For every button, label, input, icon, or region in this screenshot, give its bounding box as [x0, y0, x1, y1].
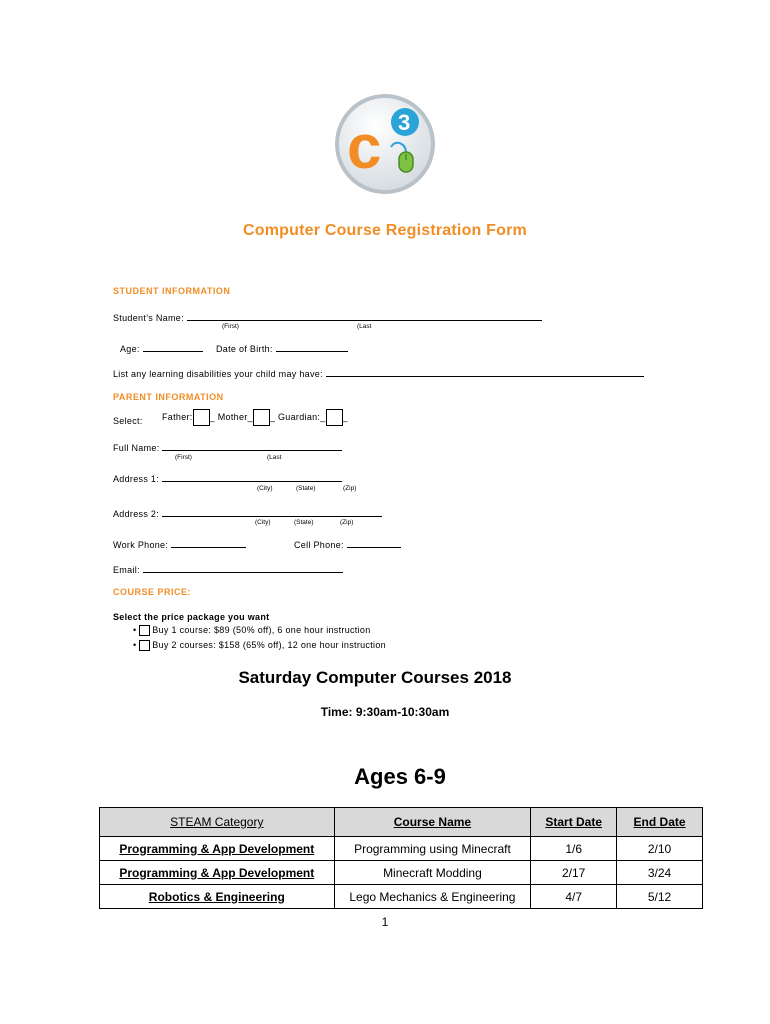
father-label: Father: — [162, 411, 193, 422]
work-phone-input[interactable] — [171, 539, 246, 548]
cell-phone-input[interactable] — [347, 539, 401, 548]
price-option-2-label: Buy 2 courses: $158 (65% off), 12 one hour instruction — [152, 640, 386, 650]
mother-label: Mother — [217, 411, 248, 422]
email-row — [113, 564, 343, 575]
address2-zip-hint: (Zip) — [340, 519, 354, 526]
header-start: Start Date — [531, 808, 617, 837]
row-start: 4/7 — [531, 885, 617, 909]
cell-phone-label: Cell Phone: — [294, 540, 344, 550]
select-label: Select: — [113, 416, 143, 426]
price-instruction: Select the price package you want — [113, 612, 270, 622]
disabilities-row — [113, 368, 644, 379]
dob-row — [216, 343, 348, 354]
row-category: Programming & App Development — [100, 837, 335, 861]
bullet-icon: • — [133, 625, 137, 635]
disabilities-input[interactable] — [326, 368, 644, 377]
price-option-1 — [133, 625, 371, 636]
price-heading: COURSE PRICE: — [113, 587, 192, 597]
logo-sup: 3 — [398, 110, 411, 135]
address2-row — [113, 508, 382, 519]
schedule-time: Time: 9:30am-10:30am — [320, 705, 450, 719]
email-input[interactable] — [143, 564, 343, 573]
address2-city-hint: (City) — [255, 519, 271, 526]
row-category: Robotics & Engineering — [100, 885, 335, 909]
cell-phone-row — [294, 539, 401, 550]
row-end: 5/12 — [617, 885, 703, 909]
row-start: 2/17 — [531, 861, 617, 885]
dob-input[interactable] — [276, 343, 348, 352]
row-start: 1/6 — [531, 837, 617, 861]
address1-input[interactable] — [162, 473, 342, 482]
logo-letter: c — [347, 113, 382, 182]
age-group-heading: Ages 6-9 — [354, 764, 446, 789]
header-category: STEAM Category — [100, 808, 335, 837]
address1-zip-hint: (Zip) — [343, 485, 357, 492]
parent-heading: PARENT INFORMATION — [113, 392, 224, 402]
page-number: 1 — [381, 915, 389, 929]
student-last-hint: (Last — [357, 323, 372, 330]
address2-state-hint: (State) — [294, 519, 314, 526]
address2-label: Address 2: — [113, 509, 160, 519]
table-row — [100, 885, 703, 909]
form-title: Computer Course Registration Form — [243, 222, 527, 239]
student-heading: STUDENT INFORMATION — [113, 286, 231, 296]
student-first-hint: (First) — [222, 323, 239, 330]
address1-state-hint: (State) — [296, 485, 316, 492]
email-label: Email: — [113, 565, 140, 575]
disabilities-label: List any learning disabilities your child may have: — [113, 369, 323, 379]
address1-row — [113, 473, 342, 484]
address2-input[interactable] — [162, 508, 382, 517]
student-name-label: Student’s Name: — [113, 313, 184, 323]
schedule-title: Saturday Computer Courses 2018 — [238, 668, 512, 687]
row-course: Programming using Minecraft — [334, 837, 531, 861]
table-row — [100, 837, 703, 861]
price-option-1-label: Buy 1 course: $89 (50% off), 6 one hour instruction — [152, 625, 371, 635]
full-name-input[interactable] — [162, 442, 342, 451]
header-course: Course Name — [334, 808, 531, 837]
address1-label: Address 1: — [113, 474, 160, 484]
table-header-row — [100, 808, 703, 837]
age-row — [120, 343, 203, 354]
parent-select-row: Father: _ Mother_ _ Guardian:_ _ — [162, 409, 348, 426]
full-name-row — [113, 442, 342, 453]
price-option-2 — [133, 640, 386, 651]
table-row — [100, 861, 703, 885]
row-category: Programming & App Development — [100, 861, 335, 885]
full-name-last-hint: (Last — [267, 454, 282, 461]
work-phone-row — [113, 539, 246, 550]
full-name-first-hint: (First) — [175, 454, 192, 461]
student-name-row — [113, 312, 542, 323]
address1-city-hint: (City) — [257, 485, 273, 492]
row-end: 2/10 — [617, 837, 703, 861]
guardian-label: Guardian: — [278, 411, 321, 422]
full-name-label: Full Name: — [113, 443, 160, 453]
dob-label: Date of Birth: — [216, 344, 273, 354]
price-option-2-checkbox[interactable] — [139, 640, 150, 651]
logo — [333, 92, 437, 196]
row-course: Minecraft Modding — [334, 861, 531, 885]
bullet-icon: • — [133, 640, 137, 650]
student-name-input[interactable] — [187, 312, 542, 321]
age-label: Age: — [120, 344, 140, 354]
mother-checkbox[interactable] — [253, 409, 270, 426]
father-checkbox[interactable] — [193, 409, 210, 426]
price-option-1-checkbox[interactable] — [139, 625, 150, 636]
course-table — [99, 807, 703, 909]
work-phone-label: Work Phone: — [113, 540, 169, 550]
row-course: Lego Mechanics & Engineering — [334, 885, 531, 909]
guardian-checkbox[interactable] — [326, 409, 343, 426]
row-end: 3/24 — [617, 861, 703, 885]
header-end: End Date — [617, 808, 703, 837]
age-input[interactable] — [143, 343, 203, 352]
